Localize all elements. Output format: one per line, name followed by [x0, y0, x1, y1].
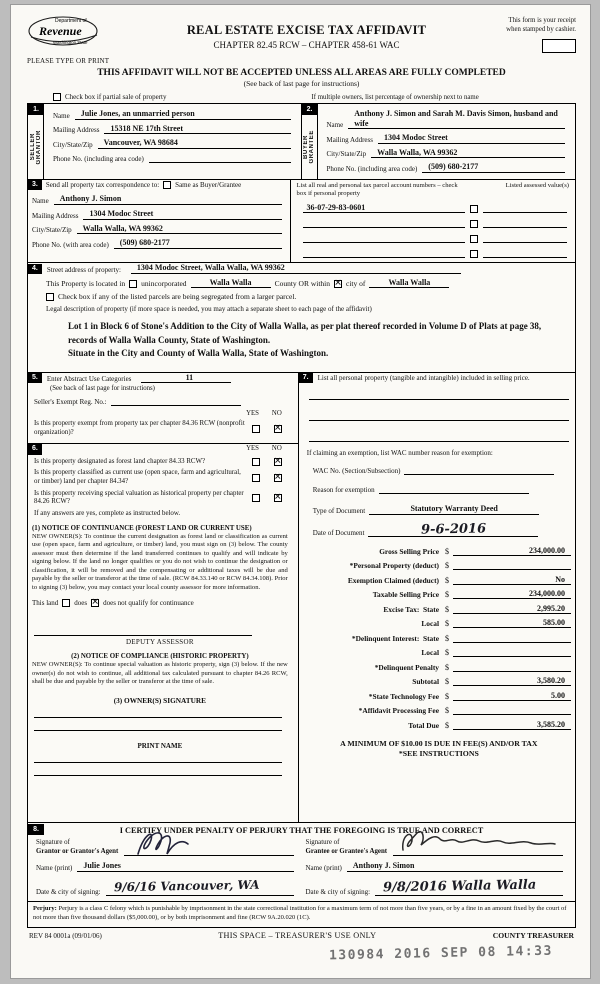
revenue-logo	[27, 13, 147, 54]
dollar-sign: $	[445, 619, 449, 629]
parcel-row	[303, 248, 567, 258]
grantee-date-handwriting: 9/8/2016 Walla Walla	[382, 877, 537, 896]
seller-name-label: Name	[53, 111, 70, 120]
grantee-sig-label-1: Signature of	[305, 838, 340, 846]
form-body	[27, 103, 576, 928]
unincorporated-label: unincorporated	[141, 279, 187, 289]
cashier-stamp-box	[542, 39, 576, 53]
section3-number: 3.	[28, 180, 42, 190]
header	[27, 11, 576, 65]
does-not-label: does not qualify for continuance	[103, 599, 194, 608]
forest-yes-checkbox[interactable]	[252, 458, 260, 466]
fee-row: *Affidavit Processing Fee $	[307, 705, 571, 715]
dollar-sign: $	[445, 590, 449, 600]
dollar-sign: $	[445, 720, 449, 730]
assessed-value-field-2[interactable]	[483, 218, 567, 228]
grantee-date-label: Date & city of signing:	[305, 888, 371, 897]
section-6	[28, 444, 298, 821]
current-use-no-checkbox[interactable]	[274, 474, 282, 482]
dollar-sign: $	[445, 604, 449, 614]
fee-row: *Delinquent Penalty $	[307, 662, 571, 672]
deputy-assessor-label: DEPUTY ASSESSOR	[125, 638, 194, 647]
buyer-block	[302, 104, 576, 179]
notice2-title: (2) NOTICE OF COMPLIANCE (HISTORIC PROPERTY)	[71, 653, 249, 661]
treasurer-space-label: THIS SPACE – TREASURER'S USE ONLY	[218, 930, 377, 940]
exempt-yes-checkbox[interactable]	[252, 425, 260, 433]
exempt-reg-label: Seller's Exempt Reg. No.:	[34, 398, 107, 407]
buyer-phone-field[interactable]: (509) 680-2177	[422, 162, 565, 173]
if-yes-note: If any answers are yes, complete as instructed below.	[34, 509, 181, 517]
located-in-label: This Property is located in	[46, 279, 126, 289]
buyer-name-field[interactable]: Anthony J. Simon and Sarah M. Davis Simon, husband and wife	[348, 109, 565, 129]
fee-row: *Delinquent Interest: State $	[307, 633, 571, 643]
partial-sale-label: Check box if partial sale of property	[65, 93, 167, 101]
corr-csz-label: City/State/Zip	[32, 226, 72, 235]
buyer-mailing-field[interactable]: 1304 Modoc Street	[378, 133, 565, 144]
personal-property-line-3[interactable]	[309, 431, 569, 442]
assessed-value-header: Listed assessed value(s)	[505, 181, 569, 189]
parcel-row	[303, 218, 567, 228]
reason-field[interactable]	[379, 485, 529, 494]
section7-number: 7.	[299, 373, 313, 383]
delinquent-interest-local-field[interactable]	[453, 647, 571, 657]
taxable-selling-price-field[interactable]: 234,000.00	[453, 589, 571, 599]
grantor-signature-line[interactable]	[124, 840, 293, 856]
fee-row: Subtotal $ 3,580.20	[307, 676, 571, 686]
street-address-field[interactable]: 1304 Modoc Street, Walla Walla, WA 99362	[131, 263, 461, 274]
print-name-label: PRINT NAME	[137, 741, 183, 750]
abstract-use-label: Enter Abstract Use Categories	[46, 375, 132, 384]
seller-phone-label: Phone No. (including area code)	[53, 154, 144, 163]
reason-label: Reason for exemption	[312, 485, 375, 494]
parcel-personal-checkbox-1[interactable]	[470, 205, 478, 213]
received-date-stamp: 130984 2016 SEP 08 14:33	[328, 943, 553, 964]
fee-row: Excise Tax: State $ 2,995.20	[307, 604, 571, 614]
owner-signature-line-2[interactable]	[34, 718, 282, 731]
section-main	[28, 372, 575, 822]
legal-description-line1: Lot 1 in Block 6 of Stone's Addition to the City of Walla Walla, as per plat thereof recorded in Volume D of Plats at page 38, records of Walla Walla County, State of Washington.	[68, 321, 542, 345]
gross-selling-price-field[interactable]: 234,000.00	[453, 546, 571, 556]
does-label: does	[74, 599, 88, 608]
grantor-date-label: Date & city of signing:	[36, 888, 101, 897]
doc-type-label: Type of Document	[312, 506, 366, 515]
seller-name-field[interactable]: Julie Jones, an unmarried person	[75, 109, 291, 120]
fee-row: Local $ 585.00	[307, 618, 571, 628]
seller-csz-field[interactable]: Vancouver, WA 98684	[98, 138, 291, 149]
section-4	[28, 262, 575, 371]
please-type-note: PLEASE TYPE OR PRINT	[27, 57, 110, 65]
owner-signature-line-1[interactable]	[34, 705, 282, 718]
fee-row: Local $	[307, 647, 571, 657]
exemption-claimed-field[interactable]: No	[453, 575, 571, 585]
seller-mailing-label: Mailing Address	[53, 126, 100, 135]
affidavit-processing-fee-field[interactable]	[453, 705, 571, 715]
certify-statement: I CERTIFY UNDER PENALTY OF PERJURY THAT THE FOREGOING IS TRUE AND CORRECT	[119, 825, 484, 835]
dollar-sign: $	[445, 546, 449, 556]
notice2-body: NEW OWNER(S): To continue special valuation as historic property, sign (3) below. If the new owner(s) do not wish to continue, all additional tax calculated pursuant to chapter 84.26 RCW, shall be due and payable by the seller or transferor at the time of sale.	[32, 661, 288, 686]
fee-row: Exemption Claimed (deduct) $ No	[307, 575, 571, 585]
deputy-assessor-signature-line[interactable]	[34, 621, 252, 636]
corr-mailing-label: Mailing Address	[32, 211, 79, 220]
segregated-checkbox[interactable]	[46, 293, 54, 301]
see-instructions-note: *SEE INSTRUCTIONS	[398, 748, 479, 758]
exempt-question: Is this property exempt from property tax per chapter 84.36 RCW (nonprofit organization)?	[34, 420, 245, 436]
wac-label: WAC No. (Section/Subsection)	[312, 466, 401, 475]
corr-name-label: Name	[32, 196, 49, 205]
same-as-buyer-checkbox[interactable]	[163, 181, 171, 189]
seller-mailing-field[interactable]: 15318 NE 17th Street	[104, 124, 290, 135]
corr-phone-label: Phone No. (with area code)	[32, 240, 109, 249]
grantor-signature-scribble	[130, 828, 250, 858]
grantor-signature-block	[32, 837, 302, 897]
grantor-name-field[interactable]: Julie Jones	[77, 861, 293, 872]
buyer-csz-field[interactable]: Walla Walla, WA 99362	[371, 148, 565, 159]
historic-question: Is this property receiving special valuation as historical property per chapter 84.26 RCW?	[34, 489, 244, 506]
print-name-line-2[interactable]	[34, 763, 282, 776]
exempt-reg-field[interactable]	[111, 397, 241, 406]
logo-dept-text: Department of	[55, 18, 87, 24]
current-use-yes-checkbox[interactable]	[252, 474, 260, 482]
section5-number: 5.	[28, 373, 42, 383]
historic-yes-checkbox[interactable]	[252, 494, 260, 502]
legal-description-label: Legal description of property (if more space is needed, you may attach a separate sheet to each page of the affidavit)	[46, 305, 372, 314]
city-checkbox[interactable]	[334, 280, 342, 288]
current-use-question: Is this property classified as current use (open space, farm and agricultural, or timber) land per chapter 84.34?	[34, 469, 241, 486]
parcel-personal-checkbox-2[interactable]	[470, 220, 478, 228]
corr-name-field[interactable]: Anthony J. Simon	[54, 194, 282, 205]
section8-number: 8.	[28, 824, 44, 835]
seller-side-label-2: GRANTOR	[35, 129, 42, 165]
parcel-number-field[interactable]: 36-07-29-83-0601	[303, 203, 465, 213]
grantor-sig-label-1: Signature of	[36, 838, 70, 846]
wac-field[interactable]	[404, 466, 554, 475]
does-not-checkbox[interactable]	[91, 599, 99, 607]
seller-block	[28, 104, 302, 179]
same-as-buyer-label: Same as Buyer/Grantee	[175, 181, 242, 190]
section6-number: 6.	[28, 444, 42, 454]
form-chapter: CHAPTER 82.45 RCW – CHAPTER 458-61 WAC	[213, 40, 400, 50]
exempt-no-checkbox[interactable]	[274, 425, 282, 433]
section1-number: 1.	[28, 104, 44, 115]
grantor-date-handwriting: 9/6/16 Vancouver, WA	[113, 877, 260, 895]
grantor-name-label: Name (print)	[36, 864, 73, 873]
perjury-statement	[28, 901, 575, 927]
exemption-note: If claiming an exemption, list WAC number reason for exemption:	[306, 448, 493, 457]
dollar-sign: $	[445, 633, 449, 643]
section-7	[299, 373, 575, 822]
yes-header: YES	[246, 410, 259, 418]
no-header: NO	[271, 445, 282, 453]
grantor-sig-label-2: Grantor or Grantor's Agent	[36, 847, 119, 855]
parcel-number-field-4[interactable]	[303, 248, 465, 258]
legal-description-text	[28, 313, 569, 369]
parcel-number-field-3[interactable]	[303, 233, 465, 243]
forest-no-checkbox[interactable]	[274, 458, 282, 466]
assessed-value-field-1[interactable]	[483, 203, 567, 213]
form-rev-number: REV 84 0001a (09/01/06)	[29, 931, 102, 940]
city-field[interactable]: Walla Walla	[369, 278, 449, 288]
section5-note: (See back of last page for instructions)	[50, 385, 155, 393]
street-address-label: Street address of property:	[46, 266, 121, 275]
owners-signature-label: (3) OWNER(S) SIGNATURE	[113, 695, 207, 705]
receipt-note-line1: This form is your receipt	[508, 17, 576, 24]
dollar-sign: $	[445, 575, 449, 585]
subtotal-field[interactable]: 3,580.20	[453, 676, 571, 686]
section-3	[28, 179, 575, 262]
dollar-sign: $	[445, 648, 449, 658]
grantee-name-label: Name (print)	[305, 864, 342, 873]
logo-name-text: Revenue	[39, 24, 82, 38]
personal-property-line-1[interactable]	[309, 389, 569, 400]
corr-csz-field[interactable]: Walla Walla, WA 99362	[77, 224, 282, 235]
section2-number: 2.	[302, 104, 318, 115]
this-land-label: This land	[32, 599, 59, 608]
does-checkbox[interactable]	[62, 599, 70, 607]
minimum-due-note: A MINIMUM OF $10.00 IS DUE IN FEE(S) AND/OR TAX	[340, 738, 538, 748]
personal-property-line-2[interactable]	[309, 410, 569, 421]
legal-description-line2: Situate in the City and County of Walla Walla, State of Washington.	[68, 348, 329, 359]
dollar-sign: $	[445, 706, 449, 716]
county-or-label: County OR within	[274, 279, 330, 289]
buyer-side-label-1: BUYER	[303, 134, 309, 159]
perjury-text: Perjury is a class C felony which is punishable by imprisonment in the state correctional institution for a maximum term of not more than five years, or by a fine in an amount fixed by the court of not more than five thousand dollars ($5,000.00), or by both imprisonment and fine (RCW 9A.20.020 (1C).	[33, 905, 567, 921]
delinquent-interest-state-field[interactable]	[453, 633, 571, 643]
grantor-date-field[interactable]	[106, 877, 294, 896]
fee-row: Taxable Selling Price $ 234,000.00	[307, 589, 571, 599]
corr-phone-field[interactable]: (509) 680-2177	[114, 238, 282, 249]
grantee-signature-line[interactable]	[393, 840, 563, 856]
seller-phone-field[interactable]	[149, 153, 291, 163]
grantee-date-field[interactable]	[375, 877, 563, 896]
dollar-sign: $	[445, 561, 449, 571]
personal-property-label: List all personal property (tangible and intangible) included in selling price.	[317, 373, 530, 382]
warning-banner: THIS AFFIDAVIT WILL NOT BE ACCEPTED UNLESS ALL AREAS ARE FULLY COMPLETED	[97, 68, 506, 78]
grantee-name-field[interactable]: Anthony J. Simon	[347, 861, 563, 872]
personal-property-deduct-field[interactable]	[453, 560, 571, 570]
parcel-personal-checkbox-4[interactable]	[470, 250, 478, 258]
doc-date-field[interactable]	[368, 523, 538, 537]
buyer-side-label-2: GRANTEE	[309, 130, 315, 164]
city-of-label: city of	[346, 279, 366, 289]
grantee-sig-label-2: Grantee or Grantee's Agent	[305, 847, 388, 855]
assessed-value-field-4[interactable]	[483, 248, 567, 258]
dollar-sign: $	[445, 677, 449, 687]
parcel-personal-checkbox-3[interactable]	[470, 235, 478, 243]
receipt-note-line2: when stamped by cashier.	[506, 25, 576, 33]
parcel-header: List all real and personal tax parcel account numbers – check box if personal property	[296, 181, 458, 198]
doc-date-handwriting: 9-6-2016	[420, 521, 487, 538]
parcel-row	[303, 203, 567, 213]
grantee-signature-block	[302, 837, 572, 897]
buyer-csz-label: City/State/Zip	[326, 150, 367, 159]
excise-tax-local-field[interactable]: 585.00	[453, 618, 571, 628]
fee-row: *Personal Property (deduct) $	[307, 560, 571, 570]
abstract-use-field[interactable]: 11	[141, 373, 231, 384]
notice1-title: (1) NOTICE OF CONTINUANCE (FOREST LAND OR CURRENT USE)	[32, 524, 252, 532]
doc-date-label: Date of Document	[312, 528, 365, 537]
parcel-row	[303, 233, 567, 243]
county-field[interactable]: Walla Walla	[191, 278, 271, 288]
print-name-line-1[interactable]	[34, 750, 282, 763]
yes-header: YES	[246, 445, 259, 453]
logo-state-text: Washington State	[53, 40, 88, 45]
doc-type-field[interactable]: Statutory Warranty Deed	[369, 504, 539, 515]
see-back-note: (See back of last page for instructions)	[243, 79, 360, 88]
parcel-number-field-2[interactable]	[303, 218, 465, 228]
fee-row: Gross Selling Price $ 234,000.00	[307, 546, 571, 556]
seller-side-label-1: SELLER	[29, 133, 36, 161]
unincorporated-checkbox[interactable]	[129, 280, 137, 288]
section4-number: 4.	[28, 264, 42, 274]
total-due-field[interactable]: 3,585.20	[453, 720, 571, 730]
fee-row: *State Technology Fee $ 5.00	[307, 691, 571, 701]
section-8	[28, 822, 575, 902]
grantee-signature-scribble	[399, 828, 559, 858]
footer-row	[27, 931, 576, 940]
perjury-label: Perjury:	[33, 905, 57, 913]
county-treasurer-label: COUNTY TREASURER	[492, 930, 574, 940]
partial-sale-row	[27, 93, 576, 101]
delinquent-penalty-field[interactable]	[453, 662, 571, 672]
notice1-body: NEW OWNER(S): To continue the current designation as forest land or classification as current use (open space, farm and agriculture, or timber) land, you must sign on (3) below. The county assessor must then determine if the land transferred continues to qualify and will indicate by signing below. If the land no longer qualifies or you do not wish to continue the designation or classification, it will be removed and the compensating or additional taxes will be due and payable by the seller or transferor at the time of sale. (RCW 84.33.140 or RCW 84.34.108). Prior to signing (3) below, you may contact your local county assessor for more information.	[32, 532, 288, 591]
section-5	[28, 373, 298, 445]
state-technology-fee-field[interactable]: 5.00	[453, 691, 571, 701]
fee-row: Total Due $ 3,585.20	[307, 720, 571, 730]
segregated-label: Check box if any of the listed parcels are being segregated from a larger parcel.	[58, 292, 297, 302]
buyer-name-label: Name	[326, 121, 344, 130]
seller-csz-label: City/State/Zip	[53, 140, 93, 149]
multiple-owners-note: If multiple owners, list percentage of ownership next to name	[311, 93, 479, 101]
dollar-sign: $	[445, 662, 449, 672]
buyer-phone-label: Phone No. (including area code)	[326, 164, 418, 173]
affidavit-page	[11, 5, 590, 978]
buyer-mailing-label: Mailing Address	[326, 135, 373, 144]
no-header: NO	[271, 410, 282, 418]
forest-land-question: Is this property designated as forest land chapter 84.33 RCW?	[34, 457, 206, 465]
section-parties	[28, 104, 575, 179]
dollar-sign: $	[445, 691, 449, 701]
historic-no-checkbox[interactable]	[274, 494, 282, 502]
partial-sale-checkbox[interactable]	[53, 93, 61, 101]
assessed-value-field-3[interactable]	[483, 233, 567, 243]
excise-tax-state-field[interactable]: 2,995.20	[453, 604, 571, 614]
send-correspondence-label: Send all property tax correspondence to:	[45, 181, 160, 190]
corr-mailing-field[interactable]: 1304 Modoc Street	[83, 209, 281, 220]
form-title: REAL ESTATE EXCISE TAX AFFIDAVIT	[186, 23, 427, 37]
